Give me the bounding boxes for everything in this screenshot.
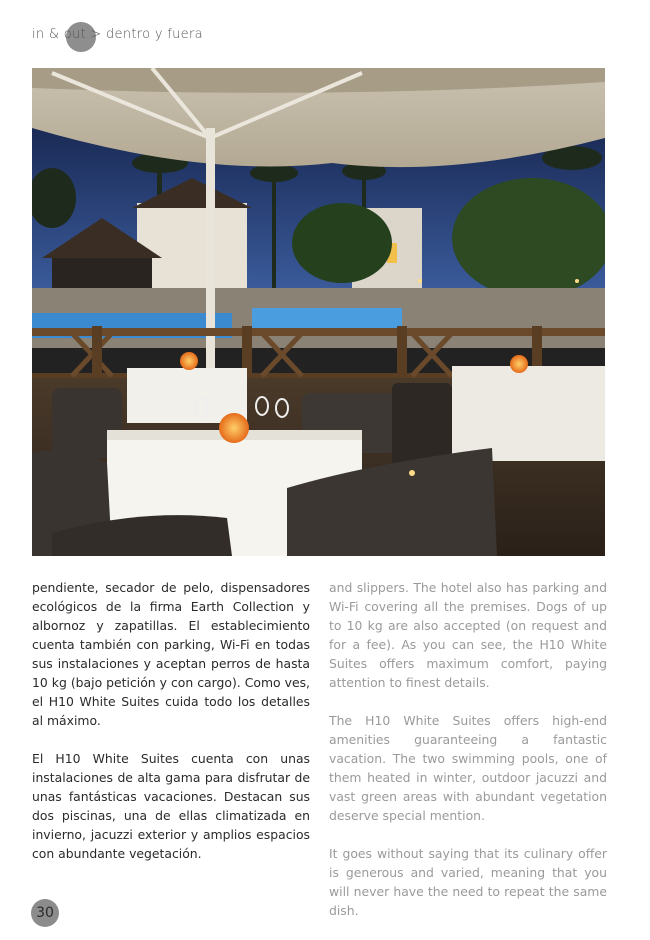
section-breadcrumb: in & out > dentro y fuera [32,27,203,42]
english-text-column [329,578,607,939]
paragraph: El H10 White Suites cuenta con unas instalaciones de alta gama para disfrutar de unas fantásticas vacaciones. Destacan sus dos piscinas, una de ellas climatizada en invierno, jacuzzi exterior y amplios espacios con abundante vegetación. [32,751,310,861]
spanish-text-column [32,578,310,882]
hotel-terrace-photo [32,68,605,556]
page-number: 30 [31,899,59,927]
paragraph: pendiente, secador de pelo, dispensadores ecológicos de la firma Earth Collection y albornoz y zapatillas. El establecimiento cuenta también con parking, Wi-Fi en todas sus instalaciones y aceptan perros de hasta 10 kg (bajo petición y con cargo). Como ves, el H10 White Suites cuida todo los detalles al máximo. [32,580,310,728]
paragraph: It goes without saying that its culinary offer is generous and varied, meaning that you will never have the need to repeat the same dish. [329,846,607,918]
paragraph: and slippers. The hotel also has parking and Wi-Fi covering all the premises. Dogs of up to 10 kg are also accepted (on request and for a fee). As you can see, the H10 White Suites offers maximum comfort, paying attention to finest details. [329,580,607,690]
photo-illustration [32,68,605,556]
paragraph: The H10 White Suites offers high-end amenities guaranteeing a fantastic vacation. The two swimming pools, one of them heated in winter, outdoor jacuzzi and vast green areas with abundant vegetation deserve special mention. [329,713,607,823]
